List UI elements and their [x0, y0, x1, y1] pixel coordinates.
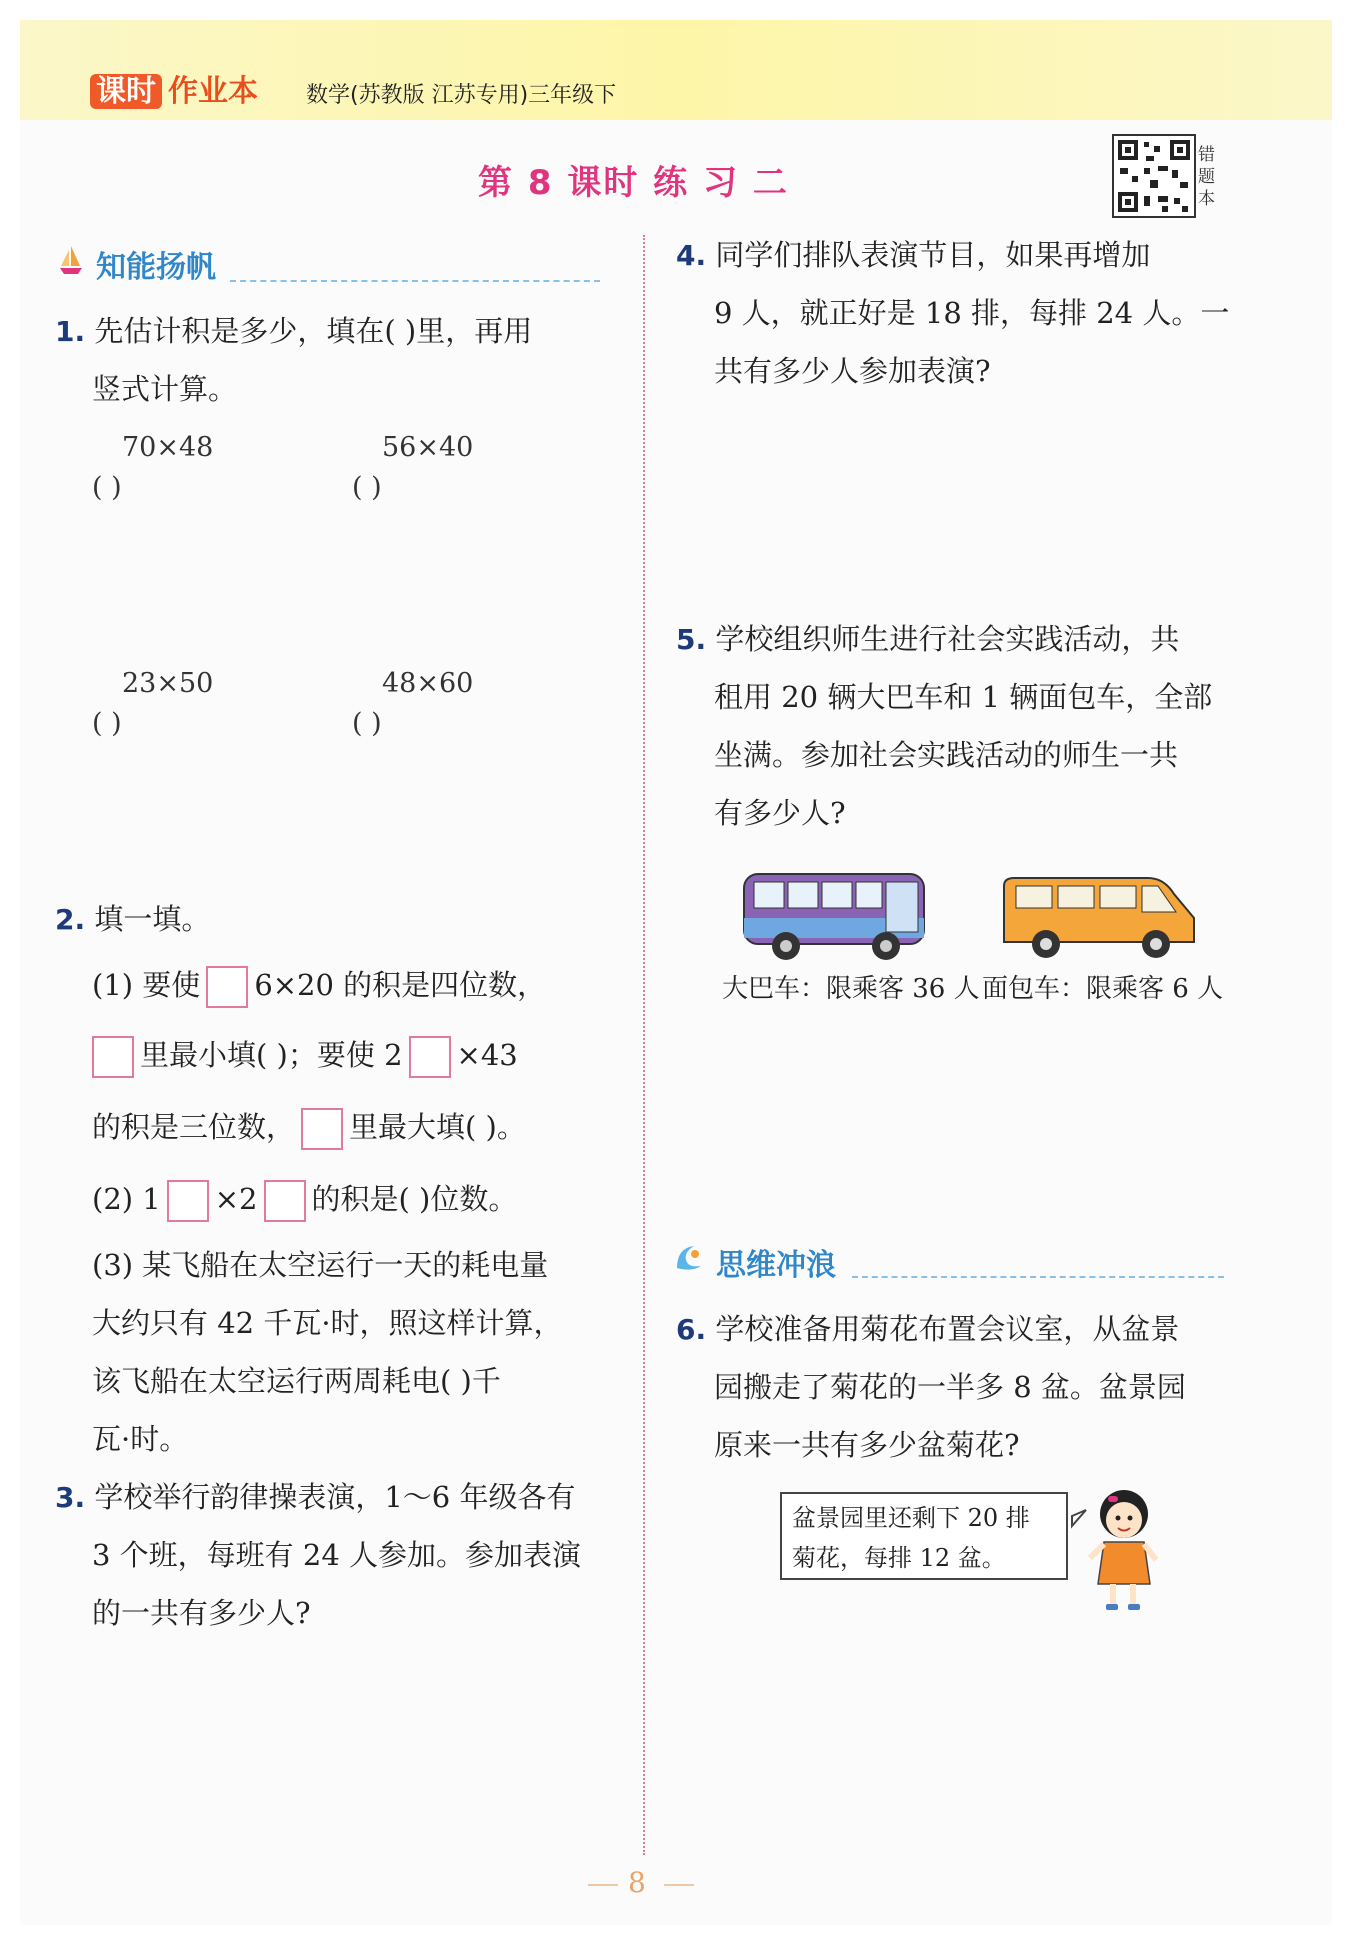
q1-estimate-blank-2[interactable]: ( ): [352, 472, 382, 503]
q2-part1-line3: 的积是三位数， 里最大填( )。: [92, 1098, 526, 1156]
page-number-line-right: [664, 1884, 694, 1886]
q5-line3: 坐满。参加社会实践活动的师生一共: [714, 738, 1179, 772]
speech-bubble: 盆景园里还剩下 20 排 菊花，每排 12 盆。: [780, 1492, 1068, 1580]
q1-estimate-blank-3[interactable]: ( ): [92, 708, 122, 739]
qr-label: 错题本: [1198, 145, 1215, 209]
q1-item-1: 70×48: [122, 432, 214, 463]
q2-part3-line2: 大约只有 42 千瓦·时，照这样计算，: [92, 1306, 563, 1340]
q2-part2: (2) 1 ×2 的积是( )位数。: [92, 1170, 517, 1228]
q5-line1: 5. 学校组织师生进行社会实践活动，共: [676, 622, 1180, 656]
q5-line2: 租用 20 辆大巴车和 1 辆面包车，全部: [714, 680, 1213, 714]
digit-box[interactable]: [167, 1180, 209, 1222]
page-number-line-left: [588, 1884, 618, 1886]
van-illustration: [998, 872, 1202, 968]
q1-item-4: 48×60: [382, 668, 474, 699]
bus-caption: 大巴车：限乘客 36 人: [722, 974, 980, 1004]
q4-line1: 4. 同学们排队表演节目，如果再增加: [676, 238, 1151, 272]
q2-title: 2. 填一填。: [55, 902, 211, 936]
q3-line1: 3. 学校举行韵律操表演，1～6 年级各有: [55, 1480, 576, 1514]
column-divider: [643, 235, 645, 1855]
q3-line3: 的一共有多少人?: [92, 1596, 311, 1630]
q2-part3-line4: 瓦·时。: [92, 1422, 189, 1456]
q2-part3-line3: 该飞船在太空运行两周耗电( )千: [92, 1364, 501, 1398]
section-underline-right: [852, 1276, 1224, 1278]
page-number: 8: [628, 1866, 646, 1899]
q1-estimate-blank-4[interactable]: ( ): [352, 708, 382, 739]
q2-part3-line1: (3) 某飞船在太空运行一天的耗电量: [92, 1248, 549, 1282]
girl-illustration: [1068, 1486, 1168, 1620]
digit-box[interactable]: [409, 1036, 451, 1078]
digit-box[interactable]: [92, 1036, 134, 1078]
q1-item-3: 23×50: [122, 668, 214, 699]
section-title-right: 思维冲浪: [716, 1248, 836, 1283]
section-title-left: 知能扬帆: [96, 250, 216, 285]
digit-box[interactable]: [301, 1108, 343, 1150]
q1-item-2: 56×40: [382, 432, 474, 463]
q4-line2: 9 人，就正好是 18 排，每排 24 人。一: [714, 296, 1230, 330]
bus-illustration: [740, 868, 930, 968]
q1-estimate-blank-1[interactable]: ( ): [92, 472, 122, 503]
q6-line3: 原来一共有多少盆菊花?: [714, 1428, 1020, 1462]
q4-line3: 共有多少人参加表演?: [714, 354, 991, 388]
q5-line4: 有多少人?: [714, 796, 846, 830]
q6-line1: 6. 学校准备用菊花布置会议室，从盆景: [676, 1312, 1180, 1346]
brand-logo: 课时 作业本: [90, 66, 258, 110]
q1-line1: 1. 先估计积是多少，填在( )里，再用: [55, 314, 533, 348]
digit-box[interactable]: [264, 1180, 306, 1222]
van-caption: 面包车：限乘客 6 人: [982, 974, 1224, 1004]
section-underline-left: [230, 280, 600, 282]
q6-line2: 园搬走了菊花的一半多 8 盆。盆景园: [714, 1370, 1186, 1404]
q1-line2: 竖式计算。: [92, 372, 238, 406]
q2-part1-line2: 里最小填( )；要使 2 ×43: [92, 1026, 518, 1084]
lesson-title: 第 8 课时 练 习 二: [478, 163, 789, 203]
book-subject: 数学(苏教版 江苏专用)三年级下: [306, 83, 617, 108]
q2-part1-line1: (1) 要使 6×20 的积是四位数，: [92, 956, 546, 1014]
sailboat-icon: [58, 244, 84, 274]
qr-code-icon[interactable]: [1112, 134, 1196, 218]
q3-line2: 3 个班，每班有 24 人参加。参加表演: [92, 1538, 582, 1572]
wave-icon: [674, 1242, 700, 1272]
digit-box[interactable]: [206, 966, 248, 1008]
